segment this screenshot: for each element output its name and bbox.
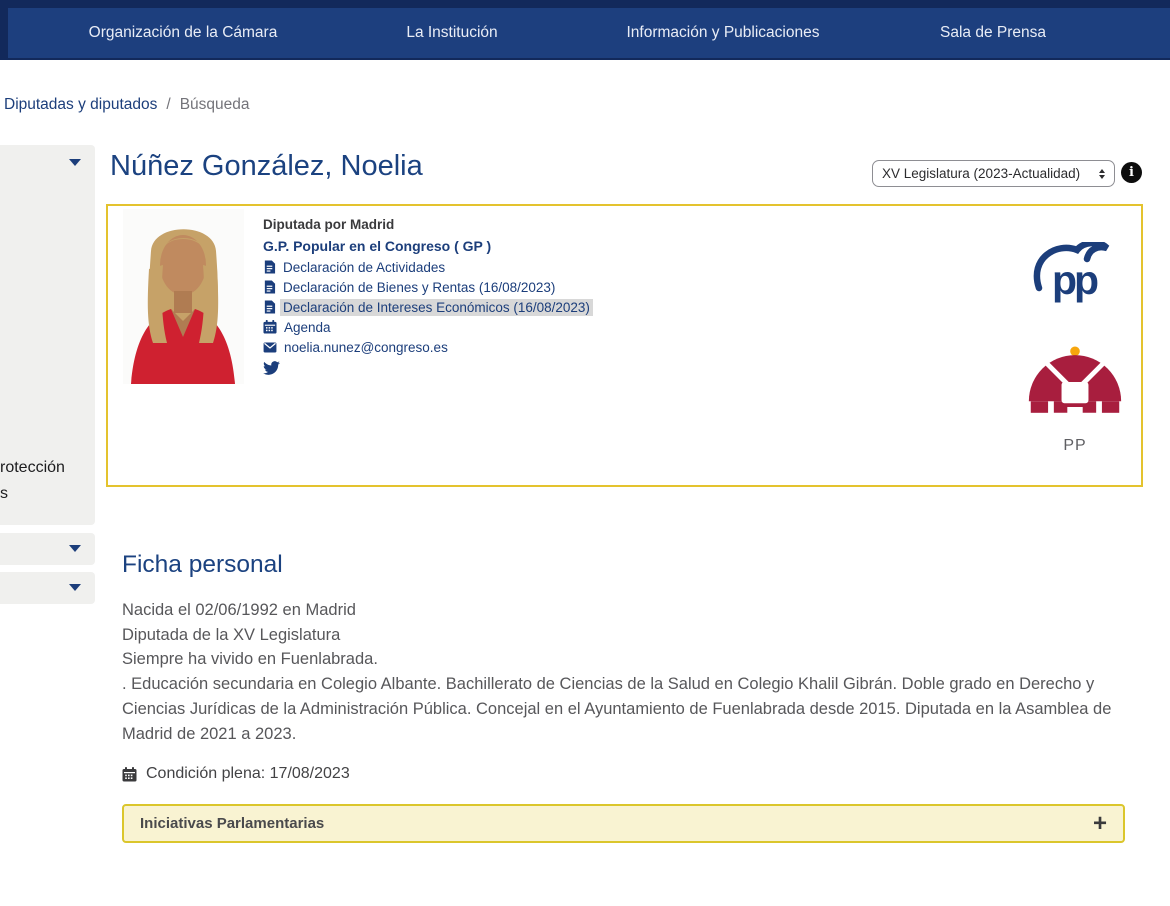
bio-line: Madrid de 2021 a 2023. bbox=[122, 724, 297, 743]
pp-party-logo bbox=[1029, 242, 1121, 304]
breadcrumb-link-diputados[interactable]: Diputadas y diputados bbox=[4, 96, 158, 113]
condition-date-text: Condición plena: 17/08/2023 bbox=[146, 765, 350, 782]
sidebar-filter-panel[interactable] bbox=[0, 145, 95, 525]
nav-item-organizacion[interactable]: Organización de la Cámara bbox=[88, 24, 278, 41]
deputy-profile-card bbox=[106, 204, 1143, 487]
link-label: Agenda bbox=[284, 319, 331, 335]
twitter-link[interactable] bbox=[263, 361, 590, 380]
biography-text bbox=[122, 598, 1137, 746]
agenda-link[interactable] bbox=[263, 320, 590, 334]
bio-line: Ciencias Jurídicas de la Administración Pública. Concejal en el Ayuntamiento de Fuenlabrada desde 2015. Diputada en la Asamblea de bbox=[122, 699, 1112, 718]
link-label: Declaración de Actividades bbox=[283, 259, 446, 275]
bio-line: Nacida el 02/06/1992 en Madrid bbox=[122, 601, 356, 619]
calendar-icon bbox=[263, 320, 277, 334]
breadcrumb-current: Búsqueda bbox=[179, 96, 250, 113]
link-label: Declaración de Bienes y Rentas (16/08/2023) bbox=[283, 279, 556, 295]
legislature-select[interactable] bbox=[872, 160, 1115, 187]
declaration-actividades-link[interactable] bbox=[263, 260, 590, 274]
sidebar-collapsed-section-1[interactable] bbox=[0, 533, 95, 565]
updown-arrows-icon bbox=[1099, 169, 1105, 179]
chevron-down-icon[interactable] bbox=[69, 159, 81, 166]
bio-line: Diputada de la XV Legislatura bbox=[122, 625, 341, 644]
sidebar-clipped-text: rotección s bbox=[0, 459, 65, 502]
mail-icon bbox=[263, 342, 277, 353]
document-icon bbox=[263, 260, 276, 274]
breadcrumb-separator: / bbox=[166, 96, 171, 113]
hemicycle-seat-icon bbox=[1025, 345, 1125, 421]
calendar-icon bbox=[122, 767, 137, 782]
twitter-icon bbox=[263, 361, 280, 375]
condition-date-row bbox=[122, 765, 350, 783]
nav-item-informacion[interactable]: Información y Publicaciones bbox=[626, 24, 820, 41]
main-menu bbox=[8, 8, 1170, 58]
svg-text:pp: pp bbox=[1052, 257, 1097, 303]
breadcrumb bbox=[4, 96, 250, 114]
deputy-constituency: Diputada por Madrid bbox=[263, 217, 395, 232]
party-seat-label: PP bbox=[1063, 437, 1087, 454]
plus-icon[interactable]: + bbox=[1092, 809, 1107, 837]
ficha-personal-heading: Ficha personal bbox=[122, 551, 283, 578]
bio-line: . Educación secundaria en Colegio Albante. Bachillerato de Ciencias de la Salud en Colegio Khalil Gibrán. Doble grado en Derecho y bbox=[122, 675, 1095, 694]
top-navigation-bar bbox=[0, 0, 1170, 60]
chevron-down-icon[interactable] bbox=[69, 584, 81, 591]
deputy-portrait-photo bbox=[123, 209, 244, 384]
info-icon[interactable]: i bbox=[1121, 162, 1142, 183]
link-label-highlighted: Declaración de Intereses Económicos (16/08/2023) bbox=[280, 299, 593, 316]
email-link[interactable] bbox=[263, 340, 590, 354]
nav-item-institucion[interactable]: La Institución bbox=[406, 24, 498, 41]
nav-item-prensa[interactable]: Sala de Prensa bbox=[940, 24, 1046, 41]
chevron-down-icon[interactable] bbox=[69, 545, 81, 552]
parliamentary-group-link[interactable]: G.P. Popular en el Congreso ( GP ) bbox=[263, 238, 492, 254]
accordion-label: Iniciativas Parlamentarias bbox=[140, 815, 325, 832]
document-icon bbox=[263, 300, 276, 314]
bio-line: Siempre ha vivido en Fuenlabrada. bbox=[122, 650, 378, 669]
legislature-selected-value: XV Legislatura (2023-Actualidad) bbox=[882, 166, 1081, 181]
document-icon bbox=[263, 280, 276, 294]
declaration-bienes-link[interactable] bbox=[263, 280, 590, 294]
declaration-intereses-link[interactable] bbox=[263, 300, 590, 314]
page-title: Núñez González, Noelia bbox=[110, 150, 423, 182]
deputy-info-column bbox=[263, 217, 590, 380]
iniciativas-accordion-header[interactable] bbox=[122, 804, 1125, 843]
sidebar-collapsed-section-2[interactable] bbox=[0, 572, 95, 604]
link-label: noelia.nunez@congreso.es bbox=[284, 339, 448, 355]
